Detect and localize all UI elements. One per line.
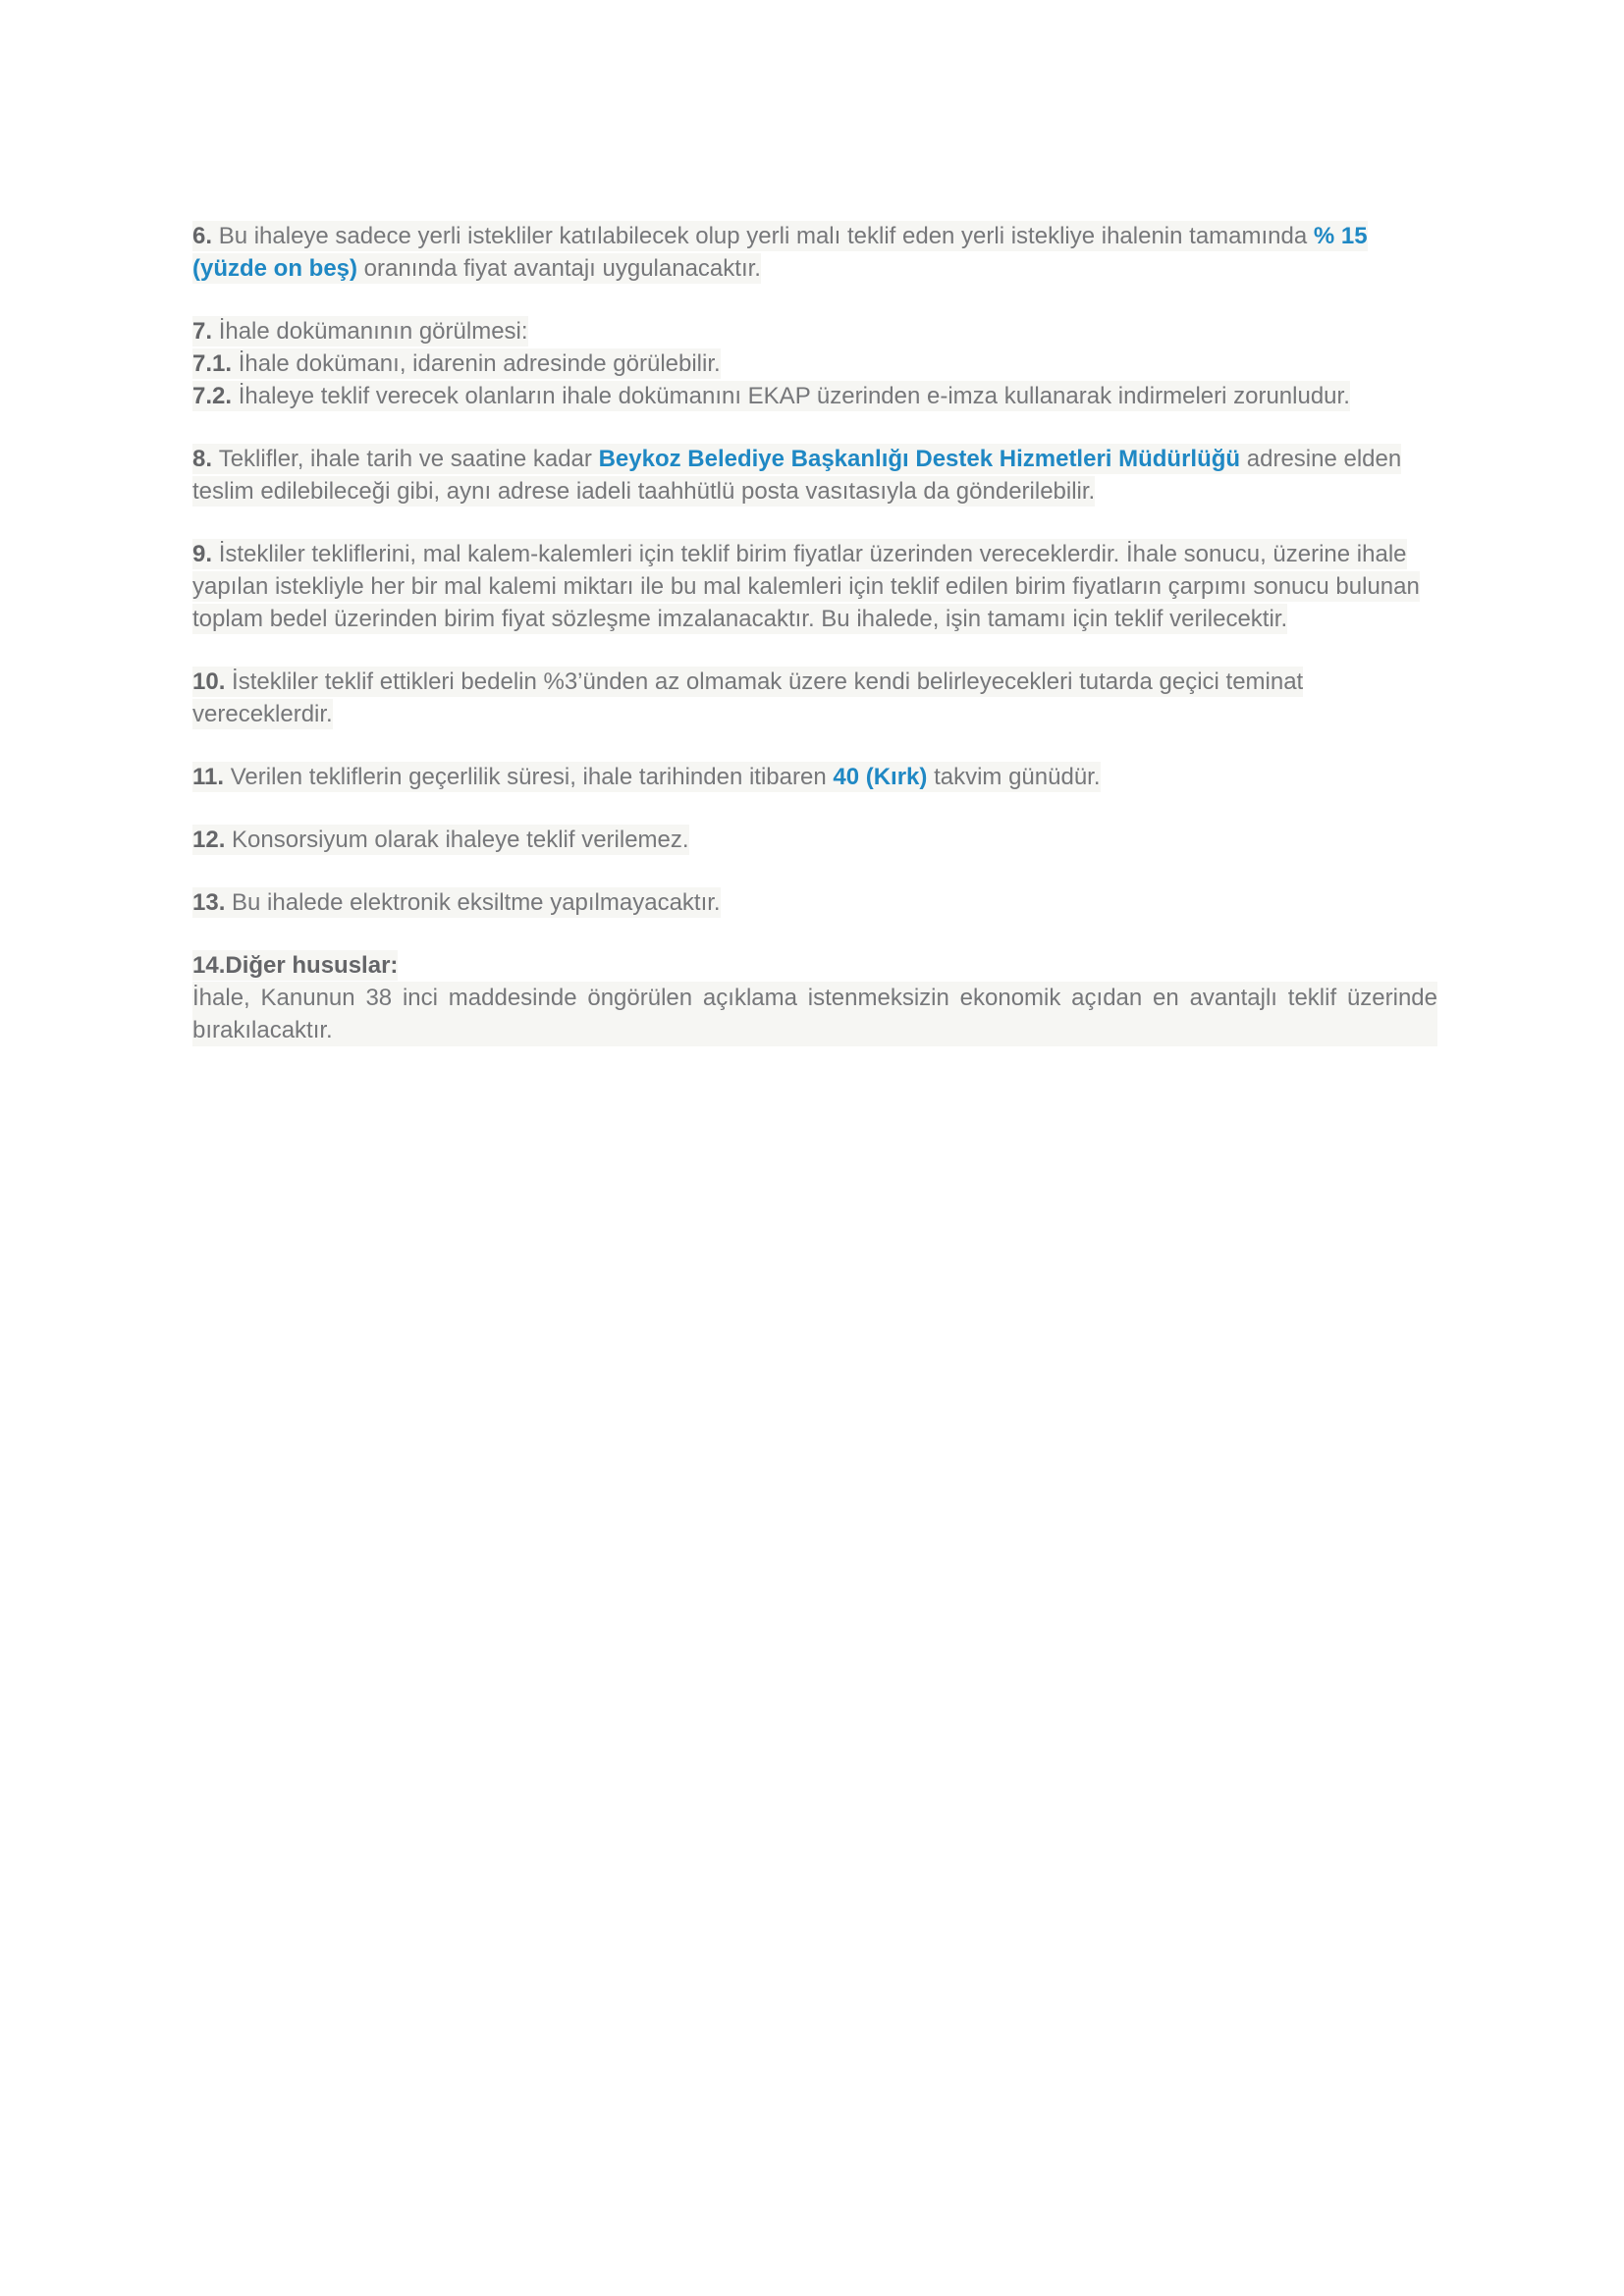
paragraph-item-14-heading [192, 949, 1437, 982]
item-7-1-number: 7.1. [192, 350, 239, 377]
item-6-number: 6. [192, 223, 219, 249]
item-8-text-cont: adresine elden teslim edilebileceği gibi, aynı adrese iadeli taahhütlü posta vasıtasıyla da gönderilebilir. [192, 446, 1402, 505]
item-7-2-text: İhaleye teklif verecek olanların ihale dokümanını EKAP üzerinden e-imza kullanarak indirmeleri zorunludur. [238, 383, 1350, 409]
item-9-text: İstekliler tekliflerini, mal kalem-kalemleri için teklif birim fiyatlar üzerinden vereceklerdir. İhale sonucu, üzerine ihale yapılan istekliyle her bir mal kalemi miktarı ile bu mal kalemleri için teklif edilen birim fiyatların çarpımı sonucu bulunan toplam bedel üzerinden birim fiyat sözleşme imzalanacaktır. Bu ihalede, işin tamamı için teklif verilecektir. [192, 541, 1420, 632]
item-13-text: Bu ihalede elektronik eksiltme yapılmayacaktır. [232, 889, 721, 916]
item-11-text: Verilen tekliflerin geçerlilik süresi, ihale tarihinden itibaren [230, 764, 834, 790]
paragraph-item-7 [192, 315, 1437, 412]
item-7-number: 7. [192, 318, 219, 345]
item-9-number: 9. [192, 541, 219, 567]
item-7-text: İhale dokümanının görülmesi: [218, 318, 528, 345]
item-12-text: Konsorsiyum olarak ihaleye teklif verilemez. [232, 827, 689, 853]
item-7-1-text: İhale dokümanı, idarenin adresinde görülebilir. [238, 350, 721, 377]
paragraph-item-9 [192, 538, 1437, 635]
item-14-text: İhale, Kanunun 38 inci maddesinde öngörülen açıklama istenmeksizin ekonomik açıdan en avantajlı teklif üzerinde bırakılacaktır. [192, 985, 1437, 1043]
item-6-text: Bu ihaleye sadece yerli istekliler katılabilecek olup yerli malı teklif eden yerli istekliye ihalenin tamamında [218, 223, 1314, 249]
item-8-authority-name: Beykoz Belediye Başkanlığı Destek Hizmetleri Müdürlüğü [598, 446, 1241, 472]
item-6-text-cont: oranında fiyat avantajı uygulanacaktır. [357, 255, 761, 282]
item-6-price-advantage-value: % 15 (yüzde on beş) [192, 223, 1368, 282]
item-10-text: İstekliler teklif ettikleri bedelin %3’ünden az olmamak üzere kendi belirleyecekleri tutarda geçici teminat vereceklerdir. [192, 668, 1304, 727]
item-10-number: 10. [192, 668, 233, 695]
item-11-number: 11. [192, 764, 231, 790]
paragraph-item-10 [192, 666, 1437, 730]
paragraph-item-8 [192, 443, 1437, 507]
item-13-number: 13. [192, 889, 233, 916]
item-12-number: 12. [192, 827, 233, 853]
paragraph-item-14-body [192, 982, 1437, 1046]
paragraph-item-13 [192, 886, 1437, 919]
paragraph-item-11 [192, 761, 1437, 793]
item-11-validity-days-value: 40 (Kırk) [833, 764, 928, 790]
item-8-text: Teklifler, ihale tarih ve saatine kadar [218, 446, 599, 472]
item-7-2-number: 7.2. [192, 383, 239, 409]
paragraph-item-6 [192, 220, 1437, 285]
paragraph-item-12 [192, 824, 1437, 856]
item-8-number: 8. [192, 446, 219, 472]
item-11-text-cont: takvim günüdür. [927, 764, 1101, 790]
document-body [192, 220, 1437, 1077]
item-14-heading: 14.Diğer hususlar: [192, 952, 399, 979]
